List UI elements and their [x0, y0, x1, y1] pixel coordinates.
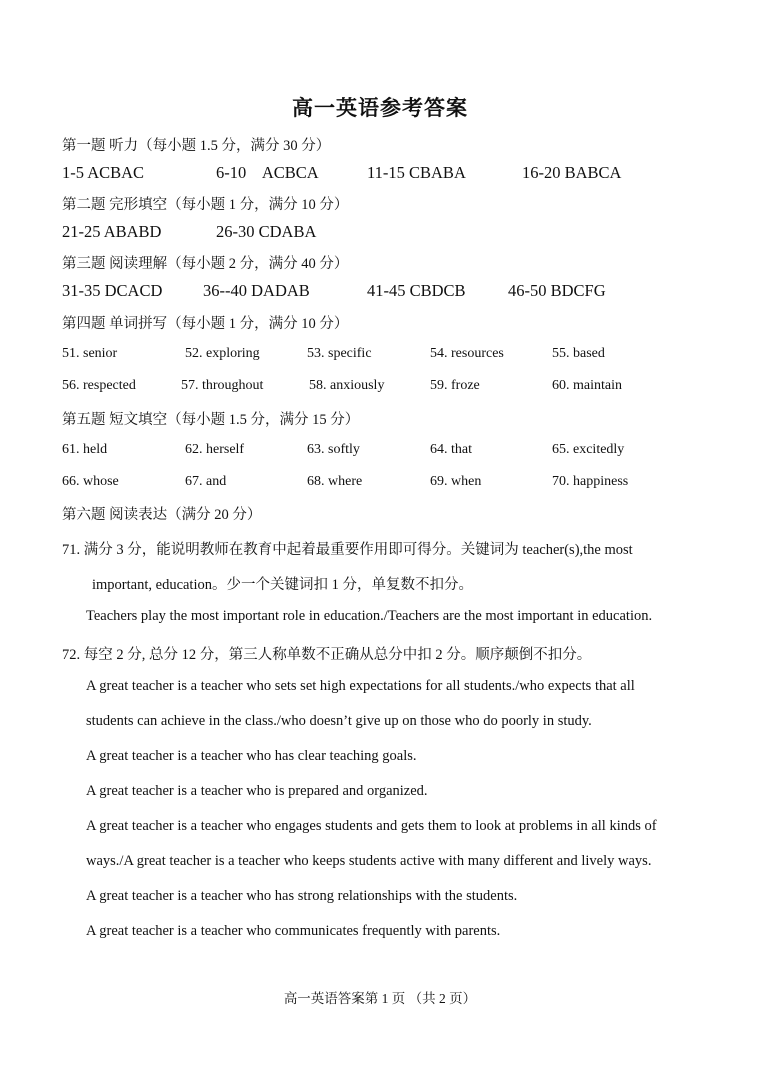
word-answer: 70. happiness [552, 474, 629, 489]
answer-group: 26-30 CDABA [216, 222, 317, 241]
q72-scoring-note: 72. 每空 2 分, 总分 12 分，第三人称单数不正确从总分中扣 2 分。顺序颠倒不扣分。 [62, 647, 592, 663]
answer-group: 1-5 ACBAC [62, 163, 145, 182]
word-answer: 62. herself [185, 442, 245, 457]
word-answer: 52. exploring [185, 346, 260, 361]
answer-group: 6-10 ACBCA [216, 163, 319, 182]
q71-scoring-note: 71. 满分 3 分，能说明教师在教育中起着最重要作用即可得分。关键词为 teacher(s),the most [62, 542, 633, 558]
word-answer: 66. whose [62, 474, 119, 489]
q72-sample-answer: A great teacher is a teacher who has clear teaching goals. [86, 748, 417, 764]
word-answer: 59. froze [430, 378, 480, 393]
page-footer: 高一英语答案第 1 页 （共 2 页） [283, 991, 477, 1006]
word-answer: 68. where [307, 474, 363, 489]
word-answer: 56. respected [62, 378, 136, 393]
answer-group: 21-25 ABABD [62, 222, 162, 241]
answer-group: 41-45 CBDCB [367, 281, 466, 300]
q71-sample-answer: Teachers play the most important role in education./Teachers are the most important in education. [86, 608, 653, 624]
word-answer: 61. held [62, 442, 108, 457]
word-answer: 51. senior [62, 346, 118, 361]
q72-sample-answer: A great teacher is a teacher who has strong relationships with the students. [86, 888, 518, 904]
q72-sample-answer: ways./A great teacher is a teacher who keeps students active with many different and lively ways. [86, 853, 652, 869]
word-answer: 58. anxiously [309, 378, 385, 393]
word-answer: 64. that [430, 442, 472, 457]
q72-sample-answer: students can achieve in the class./who doesn’t give up on those who do poorly in study. [86, 713, 592, 729]
q72-sample-answer: A great teacher is a teacher who engages students and gets them to look at problems in all kinds of [86, 818, 657, 834]
section-6-heading: 第六题 阅读表达（满分 20 分） [62, 507, 262, 523]
page-title: 高一英语参考答案 [292, 96, 468, 120]
q71-scoring-note-cont: important, education。少一个关键词扣 1 分，单复数不扣分。 [92, 577, 473, 593]
word-answer: 69. when [430, 474, 482, 489]
answer-group: 46-50 BDCFG [508, 281, 606, 300]
q72-sample-answer: A great teacher is a teacher who sets set high expectations for all students./who expects that all [86, 678, 635, 694]
answer-group: 31-35 DCACD [62, 281, 163, 300]
section-4-heading: 第四题 单词拼写（每小题 1 分，满分 10 分） [62, 316, 349, 332]
q72-sample-answer: A great teacher is a teacher who is prepared and organized. [86, 783, 428, 799]
answer-group: 16-20 BABCA [522, 163, 622, 182]
word-answer: 65. excitedly [552, 442, 625, 457]
section-2-heading: 第二题 完形填空（每小题 1 分，满分 10 分） [62, 197, 349, 213]
q72-sample-answer: A great teacher is a teacher who communicates frequently with parents. [86, 923, 501, 939]
word-answer: 57. throughout [181, 378, 264, 393]
word-answer: 54. resources [430, 346, 504, 361]
word-answer: 67. and [185, 474, 227, 489]
word-answer: 55. based [552, 346, 605, 361]
word-answer: 53. specific [307, 346, 372, 361]
word-answer: 63. softly [307, 442, 360, 457]
answer-group: 11-15 CBABA [367, 163, 466, 182]
section-5-heading: 第五题 短文填空（每小题 1.5 分，满分 15 分） [62, 412, 360, 428]
word-answer: 60. maintain [552, 378, 622, 393]
section-1-heading: 第一题 听力（每小题 1.5 分，满分 30 分） [62, 138, 331, 154]
section-3-heading: 第三题 阅读理解（每小题 2 分，满分 40 分） [62, 256, 349, 272]
answer-group: 36--40 DADAB [203, 281, 310, 300]
